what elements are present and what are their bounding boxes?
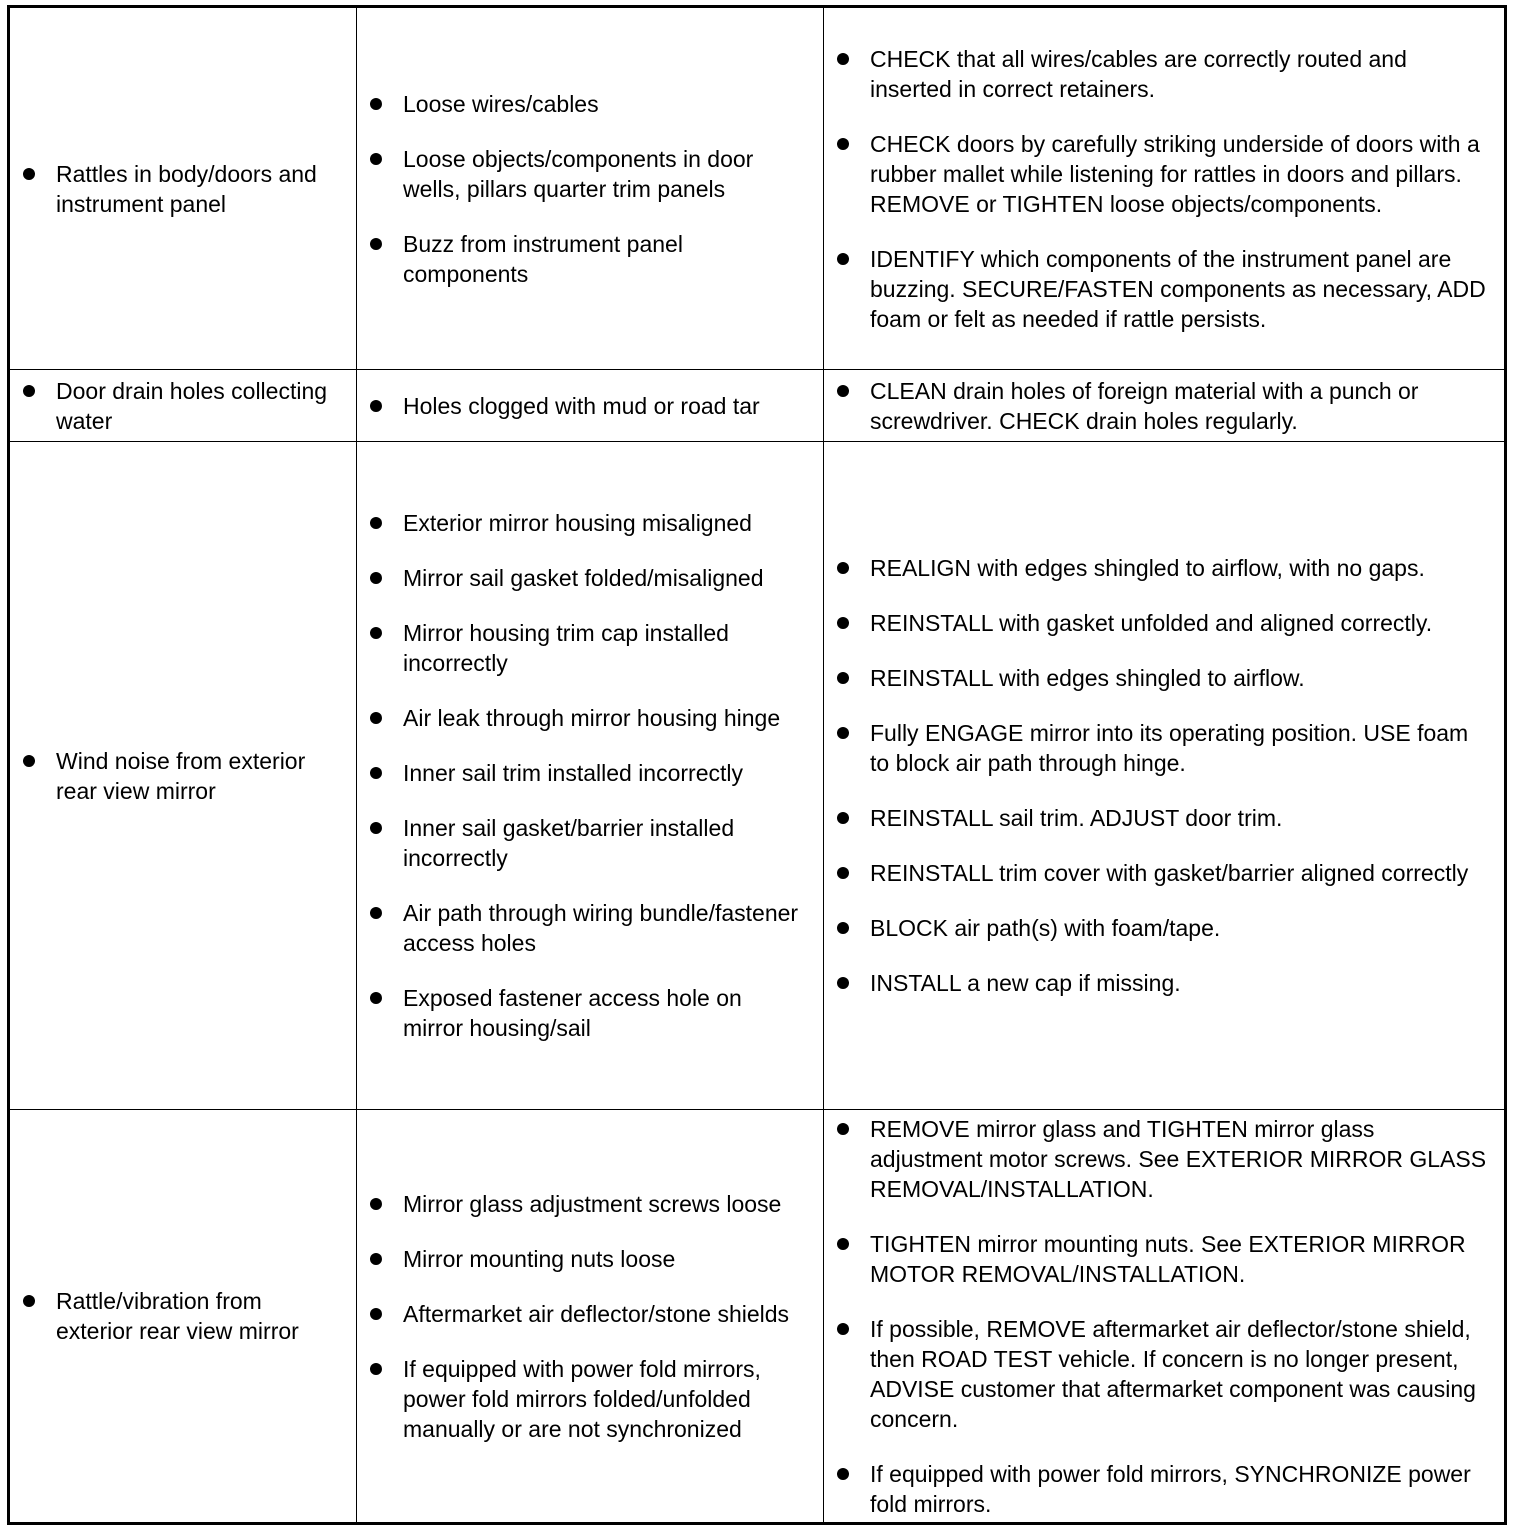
bullet-icon [837,385,849,397]
bullet-icon [370,712,382,724]
action-item: BLOCK air path(s) with foam/tape. [870,913,1490,943]
action-item: CHECK doors by carefully striking underside of doors with a rubber mallet while listening for rattles in doors and pillars. REMOVE or TIGHTEN loose objects/components. [870,129,1490,219]
cause-item: Air leak through mirror housing hinge [403,703,803,733]
cause-item: Mirror mounting nuts loose [403,1244,803,1274]
bullet-icon [370,992,382,1004]
action-item: TIGHTEN mirror mounting nuts. See EXTERIOR MIRROR MOTOR REMOVAL/INSTALLATION. [870,1229,1490,1289]
cause-cell [356,8,823,369]
table-row [10,1109,1504,1522]
bullet-icon [370,627,382,639]
cause-item: If equipped with power fold mirrors, power fold mirrors folded/unfolded manually or are not synchronized [403,1354,803,1444]
bullet-icon [370,907,382,919]
action-item: REINSTALL sail trim. ADJUST door trim. [870,803,1490,833]
action-item: CHECK that all wires/cables are correctly routed and inserted in correct retainers. [870,44,1490,104]
bullet-icon [370,1198,382,1210]
action-item: REMOVE mirror glass and TIGHTEN mirror glass adjustment motor screws. See EXTERIOR MIRROR GLASS REMOVAL/INSTALLATION. [870,1114,1490,1204]
cause-item: Inner sail trim installed incorrectly [403,758,803,788]
cause-item: Air path through wiring bundle/fastener access holes [403,898,803,958]
table-row [10,441,1504,1109]
bullet-icon [837,727,849,739]
table-row [10,8,1504,369]
bullet-icon [370,1253,382,1265]
bullet-icon [837,253,849,265]
cause-cell [356,370,823,441]
action-item: CLEAN drain holes of foreign material with a punch or screwdriver. CHECK drain holes regularly. [870,376,1490,436]
condition-cell [10,442,356,1109]
condition-item: Rattle/vibration from exterior rear view mirror [56,1286,336,1346]
cause-item: Mirror glass adjustment screws loose [403,1189,803,1219]
cause-item: Buzz from instrument panel components [403,229,803,289]
bullet-icon [837,977,849,989]
bullet-icon [370,400,382,412]
bullet-icon [837,562,849,574]
cause-item: Exterior mirror housing misaligned [403,508,803,538]
cause-cell [356,442,823,1109]
condition-item: Rattles in body/doors and instrument panel [56,159,336,219]
bullet-icon [837,922,849,934]
action-item: REINSTALL trim cover with gasket/barrier aligned correctly [870,858,1490,888]
cause-item: Loose wires/cables [403,89,803,119]
cause-item: Inner sail gasket/barrier installed incorrectly [403,813,803,873]
action-item: IDENTIFY which components of the instrument panel are buzzing. SECURE/FASTEN components as necessary, ADD foam or felt as needed if rattle persists. [870,244,1490,334]
condition-item: Door drain holes collecting water [56,376,336,436]
bullet-icon [370,517,382,529]
bullet-icon [370,1308,382,1320]
bullet-icon [370,238,382,250]
condition-item: Wind noise from exterior rear view mirror [56,746,336,806]
bullet-icon [370,1363,382,1375]
bullet-icon [837,867,849,879]
action-item: REINSTALL with gasket unfolded and aligned correctly. [870,608,1490,638]
condition-cell [10,8,356,369]
action-item: Fully ENGAGE mirror into its operating position. USE foam to block air path through hinge. [870,718,1490,778]
bullet-icon [837,617,849,629]
bullet-icon [23,1295,35,1307]
bullet-icon [370,153,382,165]
table-row [10,369,1504,441]
action-item: REINSTALL with edges shingled to airflow. [870,663,1490,693]
bullet-icon [23,755,35,767]
bullet-icon [837,138,849,150]
action-item: INSTALL a new cap if missing. [870,968,1490,998]
action-item: If possible, REMOVE aftermarket air deflector/stone shield, then ROAD TEST vehicle. If concern is no longer present, ADVISE customer that aftermarket component was causing concern. [870,1314,1490,1434]
bullet-icon [837,812,849,824]
cause-cell [356,1110,823,1522]
condition-cell [10,1110,356,1522]
action-cell [823,442,1504,1109]
cause-item: Mirror housing trim cap installed incorrectly [403,618,803,678]
bullet-icon [370,572,382,584]
bullet-icon [837,1323,849,1335]
bullet-icon [370,767,382,779]
condition-cell [10,370,356,441]
diagnosis-table [7,5,1507,1525]
cause-item: Aftermarket air deflector/stone shields [403,1299,803,1329]
action-item: If equipped with power fold mirrors, SYNCHRONIZE power fold mirrors. [870,1459,1490,1519]
bullet-icon [370,822,382,834]
bullet-icon [837,1123,849,1135]
bullet-icon [370,98,382,110]
cause-item: Holes clogged with mud or road tar [403,391,803,421]
bullet-icon [837,1238,849,1250]
bullet-icon [837,1468,849,1480]
action-cell [823,370,1504,441]
action-cell [823,8,1504,369]
action-item: REALIGN with edges shingled to airflow, with no gaps. [870,553,1490,583]
cause-item: Loose objects/components in door wells, pillars quarter trim panels [403,144,803,204]
bullet-icon [837,53,849,65]
bullet-icon [837,672,849,684]
bullet-icon [23,385,35,397]
action-cell [823,1110,1504,1522]
cause-item: Mirror sail gasket folded/misaligned [403,563,803,593]
cause-item: Exposed fastener access hole on mirror housing/sail [403,983,803,1043]
bullet-icon [23,168,35,180]
